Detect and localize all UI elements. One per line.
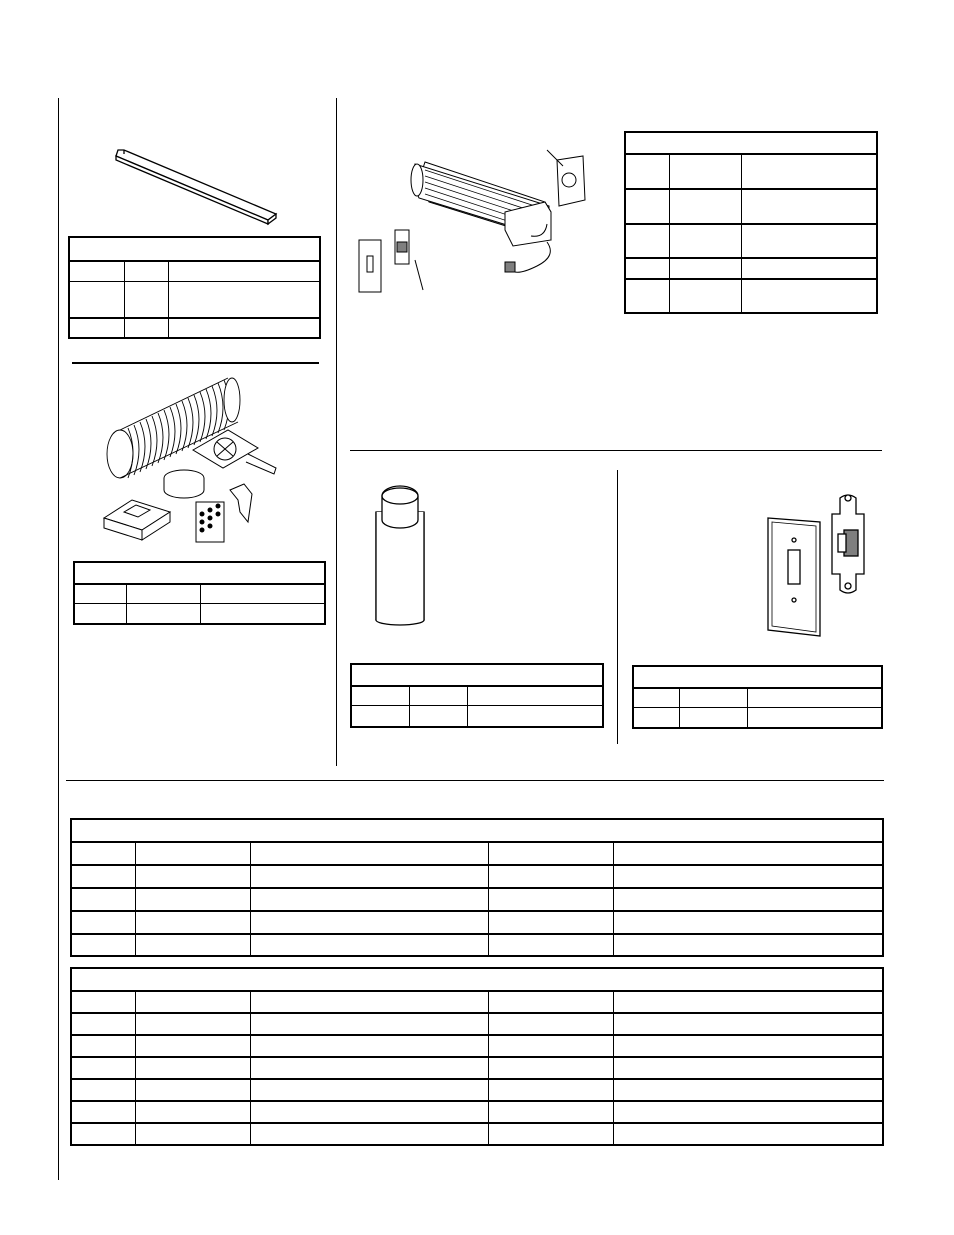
page-left-rule <box>58 98 59 1180</box>
table-cell <box>250 1013 488 1035</box>
table-cell <box>669 224 741 258</box>
table-cell <box>250 888 488 911</box>
table-cell <box>250 1057 488 1079</box>
table-cell <box>467 706 603 728</box>
table-cell <box>71 911 135 934</box>
column-divider-left <box>336 98 337 766</box>
table-cell <box>250 1101 488 1123</box>
blower-kit-illustration <box>355 140 600 300</box>
table-cell <box>613 991 883 1013</box>
table-cell <box>613 934 883 956</box>
table-cell <box>488 991 613 1013</box>
table-cell <box>488 842 613 865</box>
table-cell <box>679 688 747 708</box>
spray-paint-can-illustration <box>370 484 430 626</box>
table-cell <box>741 224 877 258</box>
table-cell <box>135 1123 250 1145</box>
table-cell <box>135 1013 250 1035</box>
table-cell <box>124 318 168 338</box>
table-cell <box>467 686 603 706</box>
table-cell <box>250 1035 488 1057</box>
table-cell <box>250 842 488 865</box>
table-cell <box>625 224 669 258</box>
table-cell <box>613 1013 883 1035</box>
section-rule-middle <box>350 450 882 451</box>
table-cell <box>613 1101 883 1123</box>
table-cell <box>741 279 877 313</box>
table-cell <box>250 1079 488 1101</box>
table-cell <box>613 1057 883 1079</box>
duct-kit-icon <box>104 378 276 542</box>
table-cell <box>71 842 135 865</box>
table-cell <box>250 991 488 1013</box>
table-title-cell <box>625 132 877 154</box>
table-cell <box>74 604 126 625</box>
table-cell <box>488 1035 613 1057</box>
table-cell <box>409 686 467 706</box>
table-cell <box>669 279 741 313</box>
table-cell <box>135 991 250 1013</box>
paint-parts-table <box>350 663 604 728</box>
column-divider-right <box>617 470 618 744</box>
table-cell <box>71 934 135 956</box>
blower-parts-table <box>624 131 878 314</box>
switch-parts-table <box>632 665 883 729</box>
table-cell <box>200 584 325 604</box>
table-cell <box>71 1013 135 1035</box>
table-cell <box>250 1123 488 1145</box>
table-cell <box>71 1101 135 1123</box>
blower-fan-icon <box>359 150 585 292</box>
trim-parts-table <box>68 236 321 339</box>
table-cell <box>488 865 613 888</box>
table-cell <box>633 688 679 708</box>
table-cell <box>488 911 613 934</box>
table-cell <box>613 1079 883 1101</box>
table-cell <box>613 842 883 865</box>
table-cell <box>633 708 679 729</box>
table-cell <box>135 1079 250 1101</box>
table-cell <box>135 911 250 934</box>
table-title-cell <box>71 968 883 991</box>
table-cell <box>168 282 320 319</box>
replacement-parts-table-2 <box>70 967 884 1146</box>
table-cell <box>135 1057 250 1079</box>
table-cell <box>71 1123 135 1145</box>
table-cell <box>669 189 741 224</box>
table-cell <box>71 1079 135 1101</box>
table-cell <box>625 258 669 279</box>
trim-strip-illustration <box>110 146 280 226</box>
table-cell <box>488 1013 613 1035</box>
table-title-cell <box>351 664 603 686</box>
duct-kit-illustration <box>98 372 288 552</box>
wall-switch-icon <box>768 495 864 636</box>
table-cell <box>71 1057 135 1079</box>
table-cell <box>409 706 467 728</box>
table-cell <box>250 934 488 956</box>
aerosol-can-icon <box>376 486 424 625</box>
trim-strip-icon <box>116 150 276 224</box>
table-title-cell <box>69 237 320 261</box>
table-cell <box>71 888 135 911</box>
table-cell <box>351 686 409 706</box>
table-cell <box>613 1123 883 1145</box>
table-cell <box>69 318 124 338</box>
table-cell <box>679 708 747 729</box>
table-cell <box>669 154 741 189</box>
table-cell <box>613 1035 883 1057</box>
table-cell <box>135 865 250 888</box>
table-cell <box>625 279 669 313</box>
table-cell <box>613 865 883 888</box>
replacement-parts-table-1 <box>70 818 884 957</box>
table-cell <box>488 1057 613 1079</box>
table-cell <box>74 584 126 604</box>
table-cell <box>250 865 488 888</box>
table-cell <box>741 258 877 279</box>
table-cell <box>741 189 877 224</box>
table-title-cell <box>71 819 883 842</box>
table-cell <box>71 1035 135 1057</box>
wall-switch-illustration <box>764 490 884 638</box>
table-cell <box>126 604 200 625</box>
table-title-cell <box>633 666 882 688</box>
table-cell <box>135 1035 250 1057</box>
table-cell <box>135 842 250 865</box>
table-cell <box>625 154 669 189</box>
table-cell <box>488 888 613 911</box>
table-cell <box>488 1101 613 1123</box>
table-cell <box>669 258 741 279</box>
table-cell <box>488 1079 613 1101</box>
table-cell <box>741 154 877 189</box>
table-cell <box>488 1123 613 1145</box>
table-cell <box>71 991 135 1013</box>
table-cell <box>69 261 124 282</box>
table-cell <box>124 282 168 319</box>
table-title-cell <box>74 562 325 584</box>
table-cell <box>250 911 488 934</box>
table-cell <box>351 706 409 728</box>
section-rule-bottom <box>66 780 884 781</box>
table-cell <box>747 688 882 708</box>
section-rule-duct <box>72 362 319 364</box>
table-cell <box>168 261 320 282</box>
table-cell <box>135 1101 250 1123</box>
table-cell <box>613 888 883 911</box>
table-cell <box>625 189 669 224</box>
table-cell <box>126 584 200 604</box>
table-cell <box>135 934 250 956</box>
table-cell <box>747 708 882 729</box>
table-cell <box>613 911 883 934</box>
table-cell <box>135 888 250 911</box>
table-cell <box>488 934 613 956</box>
table-cell <box>200 604 325 625</box>
table-cell <box>124 261 168 282</box>
table-cell <box>168 318 320 338</box>
table-cell <box>71 865 135 888</box>
table-cell <box>69 282 124 319</box>
duct-kit-parts-table <box>73 561 326 625</box>
